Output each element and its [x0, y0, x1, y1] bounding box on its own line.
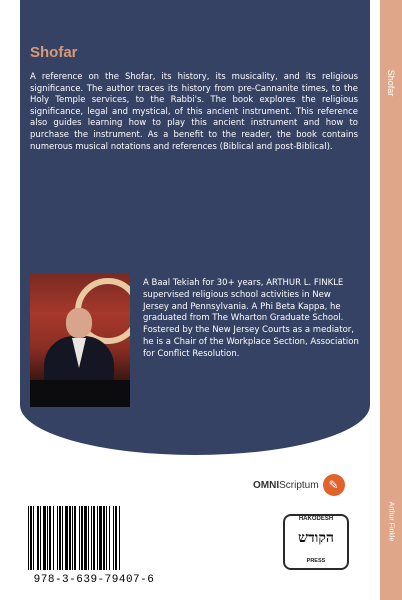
imprint-name: HAKODESH: [298, 516, 334, 522]
publisher-logo: [253, 474, 345, 496]
photo-face: [66, 308, 92, 338]
author-bio: A Baal Tekiah for 30+ years, ARTHUR L. FINKLE supervised religious school activities in New Jersey and Pennsylvania. A Phi Beta Kappa, he graduated from The Wharton Graduate School. Fostered by the New Jersey Courts as a mediator, he is a Chair of the Workplace Section, Association for Conflict Resolution.: [143, 278, 359, 359]
imprint-logo: [283, 508, 349, 580]
author-photo: [30, 274, 130, 407]
imprint-press: PRESS: [306, 558, 326, 564]
pen-icon: ✎: [323, 474, 345, 496]
barcode: [28, 506, 160, 570]
publisher-name-regular: Scriptum: [279, 479, 319, 491]
barcode-bar: [120, 506, 121, 570]
spine-title: Shofar: [386, 69, 396, 97]
spine: [380, 0, 402, 600]
isbn: 978-3-639-79407-6: [33, 574, 155, 586]
photo-podium: [30, 380, 130, 407]
book-description: A reference on the Shofar, its history, its musicality, and its religious significance. The author traces its history from pre-Cannanite times, to the Holy Temple services, to the Rabbi's. The book explores the religious significance, legal and mystical, of this ancient instrument. This reference also guides learning how to play this ancient instrument and how to purchase the instrument. As a benefit to the reader, the book contains numerous musical notations and references (Biblical and post-Biblical).: [30, 72, 358, 152]
book-title: Shofar: [30, 44, 78, 61]
publisher-name-bold: OMNI: [253, 479, 280, 491]
spine-author: Arthur Finkle: [387, 501, 395, 542]
publisher-name: [253, 480, 319, 491]
imprint-hebrew: הקודש: [298, 530, 334, 546]
